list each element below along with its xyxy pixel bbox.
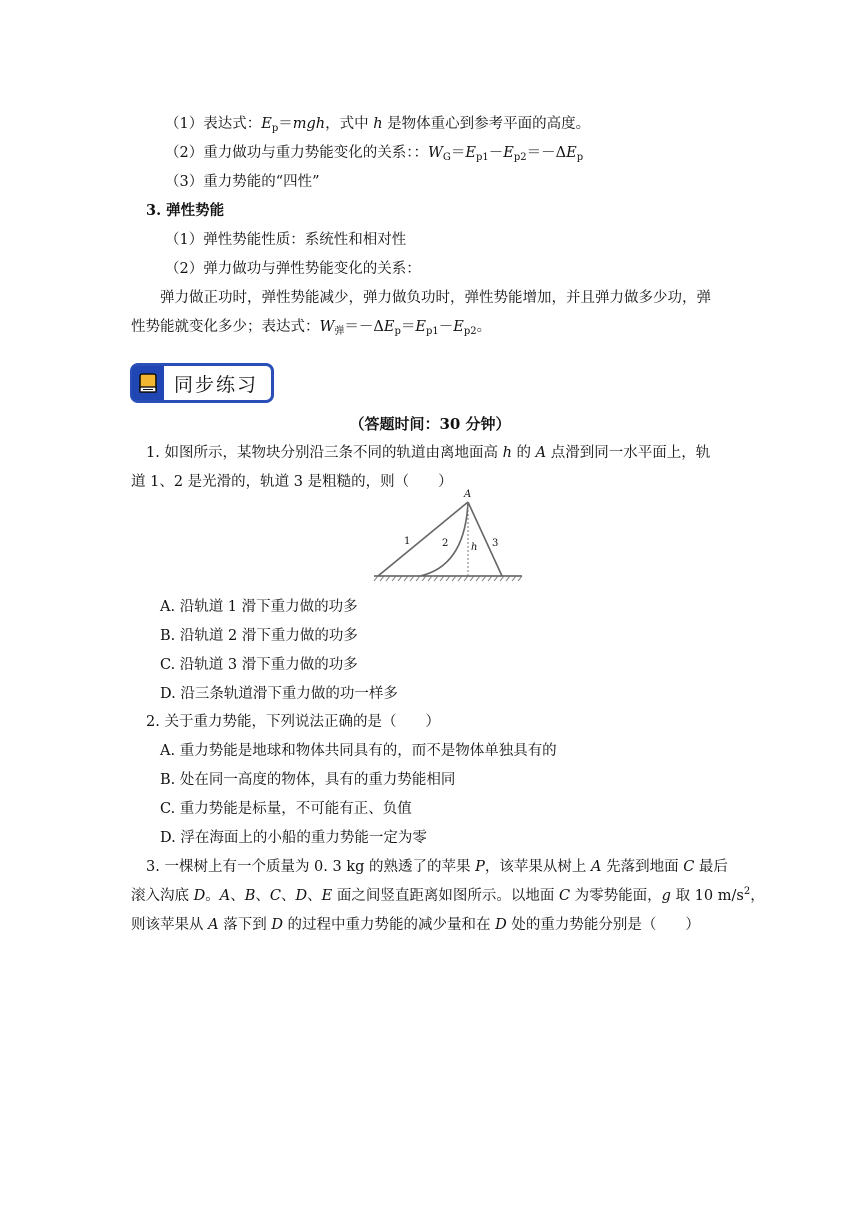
practice-banner: [130, 363, 274, 403]
section-3-heading: 3. 弹性势能: [146, 202, 225, 219]
q1-stem-line-1: 1. 如图所示，某物块分别沿三条不同的轨道由离地面高 h 的 A 点滑到同一水平面上，轨: [146, 445, 711, 461]
track-3-label: 3: [492, 538, 499, 549]
q2-stem: 2. 关于重力势能，下列说法正确的是（ ）: [146, 714, 440, 730]
elastic-paragraph-line-2: 性势能就变化多少；表达式：$W_弹=-\Delta E_p=E_{p1}-E_{p2}$。: [131, 319, 492, 337]
q1-option-c: C. 沿轨道 3 滑下重力做的功多: [160, 657, 358, 673]
q1-stem-line-2: 道 1、2 是光滑的，轨道 3 是粗糙的，则（ ）: [131, 474, 453, 490]
point-a-label: A: [464, 489, 472, 500]
banner-title: 同步练习: [174, 373, 259, 396]
q2-option-a: A. 重力势能是地球和物体共同具有的，而不是物体单独具有的: [160, 743, 557, 759]
height-label: h: [471, 542, 478, 553]
gravity-work-relation-line: （2）重力做功与重力势能变化的关系：：$W_G=E_{p1}-E_{p2}=-\Delta E_p$: [165, 145, 584, 163]
track-2-label: 2: [442, 538, 449, 549]
q3-stem-line-1: 3. 一棵树上有一个质量为 0. 3 kg 的熟透了的苹果 P，该苹果从树上 A 先落到地面 C 最后: [146, 859, 728, 875]
q2-option-d: D. 浮在海面上的小船的重力势能一定为零: [160, 830, 427, 846]
q2-option-c: C. 重力势能是标量，不可能有正、负值: [160, 801, 412, 817]
answer-time-note: （答题时间：30 分钟）: [349, 415, 511, 433]
elastic-work-relation-line: （2）弹力做功与弹性势能变化的关系：: [165, 261, 421, 277]
q1-option-a: A. 沿轨道 1 滑下重力做的功多: [160, 599, 358, 615]
track-1-label: 1: [404, 536, 411, 547]
elastic-pe-nature-line: （1）弹性势能性质：系统性和相对性: [165, 232, 407, 248]
q1-option-d: D. 沿三条轨道滑下重力做的功一样多: [160, 686, 398, 702]
q3-stem-line-3: 则该苹果从 A 落下到 D 的过程中重力势能的减少量和在 D 处的重力势能分别是（ ）: [131, 917, 700, 933]
track-diagram: [370, 486, 530, 590]
q1-option-b: B. 沿轨道 2 滑下重力做的功多: [160, 628, 358, 644]
book-icon: [132, 366, 164, 400]
elastic-paragraph-line-1: 弹力做正功时，弹性势能减少，弹力做负功时，弹性势能增加，并且弹力做多少功，弹: [160, 290, 711, 306]
gpe-expression-line: （1）表达式：$E_p=mgh$，式中 h 是物体重心到参考平面的高度。: [165, 116, 591, 134]
four-properties-line: （3）重力势能的“四性”: [165, 174, 320, 190]
q2-option-b: B. 处在同一高度的物体，具有的重力势能相同: [160, 772, 456, 788]
q3-stem-line-2: 滚入沟底 D。A、B、C、D、E 面之间竖直距离如图所示。以地面 C 为零势能面，g 取 10 $m/s^2$，: [131, 886, 765, 904]
